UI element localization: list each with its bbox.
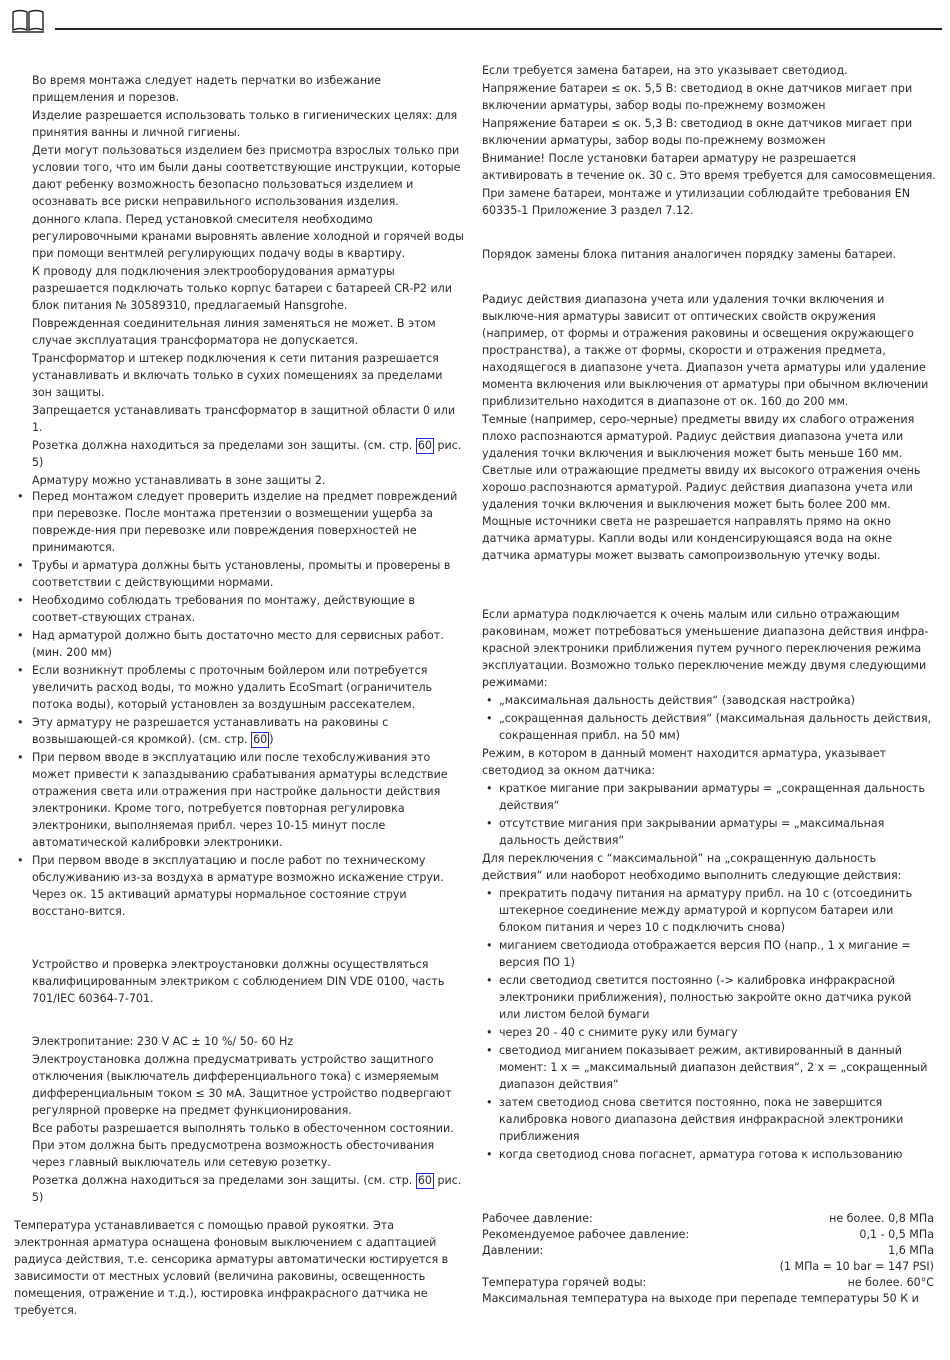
battery-para: Напряжение батареи ≤ ок. 5,5 В: светодиод в окне датчиков мигает при включении арматуры, забор воды по-прежнему возможен [482, 82, 913, 112]
list-item: • Эту арматуру не разрешается устанавливать на раковины с возвышающей-ся кромкой). (см. стр. 60 ) [32, 714, 464, 748]
battery-para: Напряжение батареи ≤ ок. 5,3 В: светодиод в окне датчиков мигает при включении арматуры, забор воды по-прежнему возможен [482, 117, 913, 147]
spec-label: Температура горячей воды: [482, 1276, 647, 1289]
safety-para: К проводу для подключения электрооборудования арматуры разрешается подключать только корпус батареи с батареей CR-P2 или блок питания № 30589310, предлагаемый Hansgrohe. [32, 265, 452, 312]
spec-row [482, 1227, 934, 1243]
electrician-section [32, 956, 464, 1008]
book-icon [11, 8, 45, 34]
range-para: Радиус действия диапазона учета или удаления точки включения и выключе-ния арматуры зависит от оптических свойств окружения (например, от формы и отражения раковины и освещения окружающего пространства), а также от формы, скорости и отражения предмета, находящегося в диапазоне учета. Диапазон учета арматуры или удаление момента включения или выключения от арматуры при обычном включении приблизительно находится в диапазоне от ок. 160 до 200 мм. [482, 293, 929, 408]
list-item: • когда светодиод снова погаснет, арматура готова к использованию [482, 1146, 936, 1163]
spec-label: Давлении: [482, 1244, 544, 1257]
safety-para: Поврежденная соединительная линия заменяться не может. В этом случае эксплуатация трансформатора не допускается. [32, 317, 436, 347]
list-item: • При первом вводе в эксплуатацию и после работ по техническому обслуживанию из-за воздуха в арматуре возможно искажение струи. Через ок. 15 активаций арматуры нормальное состояние струи восстано-вится. [32, 852, 464, 920]
safety-para: Трансформатор и штекер подключения к сети питания разрешается устанавливать и включать только в сухих помещениях за пределами зон защиты. [32, 352, 443, 399]
battery-para: При замене батареи, монтаже и утилизации соблюдайте требования EN 60335-1 Приложение 3 раздел 7.12. [482, 187, 911, 217]
list-item: • светодиод миганием показывает режим, активированный в данный момент: 1 х = „максимальный диапазон действия“, 2 х = „сокращенный диапазон действия“ [482, 1042, 936, 1093]
list-item: • Трубы и арматура должны быть установлены, промыты и проверены в соответствии с действующими нормами. [32, 557, 464, 591]
list-item: • затем светодиод снова светится постоянно, пока не завершится калибровка нового диапазона действия инфракрасной электроники приближения [482, 1094, 936, 1145]
pressure-note: (1 МПа = 10 bar = 147 PSI) [779, 1260, 934, 1273]
power-para: Электропитание: 230 V AC ± 10 %/ 50- 60 Hz [32, 1035, 294, 1048]
specs-section [482, 1211, 934, 1307]
power-para: Электроустановка должна предусматривать устройство защитного отключения (выключатель дифференциального тока) с измеряемым дифференциальным током ≤ 30 мА. Защитное устройство подвергают регулярной проверке на предмет функционирования. [32, 1053, 452, 1117]
page-ref-link[interactable]: 60 [253, 733, 268, 746]
list-item: • Если возникнут проблемы с проточным бойлером или потребуется увеличить расход воды, то можно удалить EcoSmart (ограничитель потока воды), который установлен за воздушным рассекателем. [32, 662, 464, 713]
spec-value: 1,6 МПа [888, 1244, 934, 1257]
spec-label: Рабочее давление: [482, 1212, 593, 1225]
safety-section [32, 72, 464, 490]
safety-para: Дети могут пользоваться изделием без присмотра взрослых только при условии того, что им были даны соответствующие инструкции, которые дают ребенку возможность безопасно пользоваться изделием и осознавать все риски неправильного использования изделия. [32, 144, 461, 208]
range-para: Темные (например, серо-черные) предметы ввиду их слабого отражения плохо распознаются арматурой. Радиус действия диапазона учета или удаления точки включения и выключения может быть меньше 160 мм. Светлые или отражающие предметы ввиду их высокого отражения очень хорошо распознаются арматурой. Радиус действия диапазона учета или удаления точки включения и выключения может быть более 200 мм. Мощные источники света не разрешается направлять прямо на окно датчика арматуры. Капли воды или конденсирующаяся вода на окне датчика арматуры может вызвать самопроизвольную утечку воды. [482, 413, 921, 562]
power-block-section [482, 246, 936, 264]
zone-note: Арматуру можно устанавливать в зоне защиты 2. [32, 474, 326, 487]
safety-para: Запрещается устанавливать трансформатор в защитной области 0 или 1. [32, 404, 456, 434]
switch-section [482, 606, 936, 1164]
safety-para: Во время монтажа следует надеть перчатки во избежание прищемления и порезов. [32, 74, 382, 104]
spec-value: 0,1 - 0,5 МПа [859, 1228, 934, 1241]
list-item: • если светодиод светится постоянно (-> калибровка инфракрасной электроники приближения), полностью закройте окно датчика рукой или листом белой бумаги [482, 972, 936, 1023]
list-item: • отсутствие мигания при закрывании арматуры = „максимальная дальность действия“ [482, 815, 936, 849]
steps-intro: Для переключения с “максимальной” на „сокращенную дальность действия“ или наоборот необходимо выполнить следующие действия: [482, 852, 902, 882]
page-ref-link[interactable]: 60 [417, 439, 432, 452]
temperature-para: Температура устанавливается с помощью правой рукоятки. Эта электронная арматура оснащена фоновым выключением с адаптацией радиуса действия, т.е. сенсорика арматуры автоматически юстируется в зависимости от местных условий (величина раковины, освещенность помещения, отражение и т.д.), юстировка инфракрасного датчика не требуется. [14, 1219, 449, 1317]
list-item: • Над арматурой должно быть достаточно место для сервисных работ. (мин. 200 мм) [32, 627, 464, 661]
spec-row [482, 1211, 934, 1227]
spec-label: Рекомендуемое рабочее давление: [482, 1228, 690, 1241]
list-item: • Необходимо соблюдать требования по монтажу, действующие в соответ-ствующих странах. [32, 592, 464, 626]
list-item: • через 20 - 40 с снимите руку или бумагу [482, 1024, 936, 1041]
list-item: • прекратить подачу питания на арматуру прибл. на 10 с (отсоединить штекерное соединение между арматурой и корпусом батареи или блоком питания и через 10 с подключить снова) [482, 885, 936, 936]
battery-section [482, 62, 936, 220]
temperature-section [14, 1217, 466, 1320]
list-item: • При первом вводе в эксплуатацию или после техобслуживания это может привести к запаздыванию срабатывания арматуры вследствие отражения света или отражения при настройке дальности действия электроники. Кроме того, потребуется повторная регулировка электроники, выполняемая прибл. через 10-15 минут после автоматической калибровки электроники. [32, 749, 464, 851]
socket-note: Розетка должна находиться за пределами зон защиты. (см. стр. 60 рис. 5) [32, 439, 462, 469]
list-item: • Перед монтажом следует проверить изделие на предмет повреждений при перевозке. После монтажа претензии о возмещении ущерба за поврежде-ния при перевозке или повреждения поверхностей не принимаются. [32, 488, 464, 556]
led-intro: Режим, в котором в данный момент находится арматура, указывает светодиод за окном датчика: [482, 747, 887, 777]
list-item: • „сокращенная дальность действия“ (максимальная дальность действия, сокращенная прибл. на 50 мм) [482, 710, 936, 744]
power-block-para: Порядок замены блока питания аналогичен порядку замены батареи. [482, 248, 897, 261]
socket-note: Розетка должна находиться за пределами зон защиты. (см. стр. 60 рис. 5) [32, 1174, 462, 1204]
switch-intro: Если арматура подключается к очень малым или сильно отражающим раковинам, может потребоваться уменьшение диапазона действия инфра-красной электроники приближения путем ручного переключения режима эксплуатации. Возможно только переключение между двумя следующими режимами: [482, 608, 929, 689]
safety-para: Изделие разрешается использовать только в гигиенических целях: для принятия ванны и личной гигиены. [32, 109, 458, 139]
power-section [32, 1033, 464, 1207]
range-section [482, 291, 936, 565]
list-item: • „максимальная дальность действия“ (заводская настройка) [482, 692, 936, 709]
spec-value: не более. 60°C [847, 1276, 934, 1289]
max-temp-note: Максимальная температура на выходе при перепаде температуры 50 К и [482, 1292, 919, 1305]
electrician-para: Устройство и проверка электроустановки должны осуществляться квалифицированным электриком с соблюдением DIN VDE 0100, часть 701/IEC 60364-7-701. [32, 958, 445, 1005]
battery-para: Внимание! После установки батареи арматуру не разрешается активировать в течение ок. 30 с. Это время требуется для самосовмещения. [482, 152, 936, 182]
spec-row [482, 1275, 934, 1291]
list-item: • краткое мигание при закрывании арматуры = „сокращенная дальность действия“ [482, 780, 936, 814]
battery-para: Если требуется замена батареи, на это указывает светодиод. [482, 64, 848, 77]
safety-para: донного клапа. Перед установкой смесителя необходимо регулировочными кранами выровнять авление холодной и горячей воды при помощи вентмлей регулирующих подачу воды в квартиру. [32, 213, 464, 260]
list-item: • миганием светодиода отображается версия ПО (напр., 1 х мигание = версия ПО 1) [482, 937, 936, 971]
header-rule [55, 28, 942, 30]
power-para: Все работы разрешается выполнять только в обесточенном состоянии. При этом должна быть предусмотрена возможность обесточивания через главный выключатель или сетевую розетку. [32, 1122, 454, 1169]
spec-value: не более. 0,8 МПа [829, 1212, 934, 1225]
install-section [32, 488, 464, 921]
page-ref-link[interactable]: 60 [417, 1174, 432, 1187]
spec-row [482, 1243, 934, 1259]
